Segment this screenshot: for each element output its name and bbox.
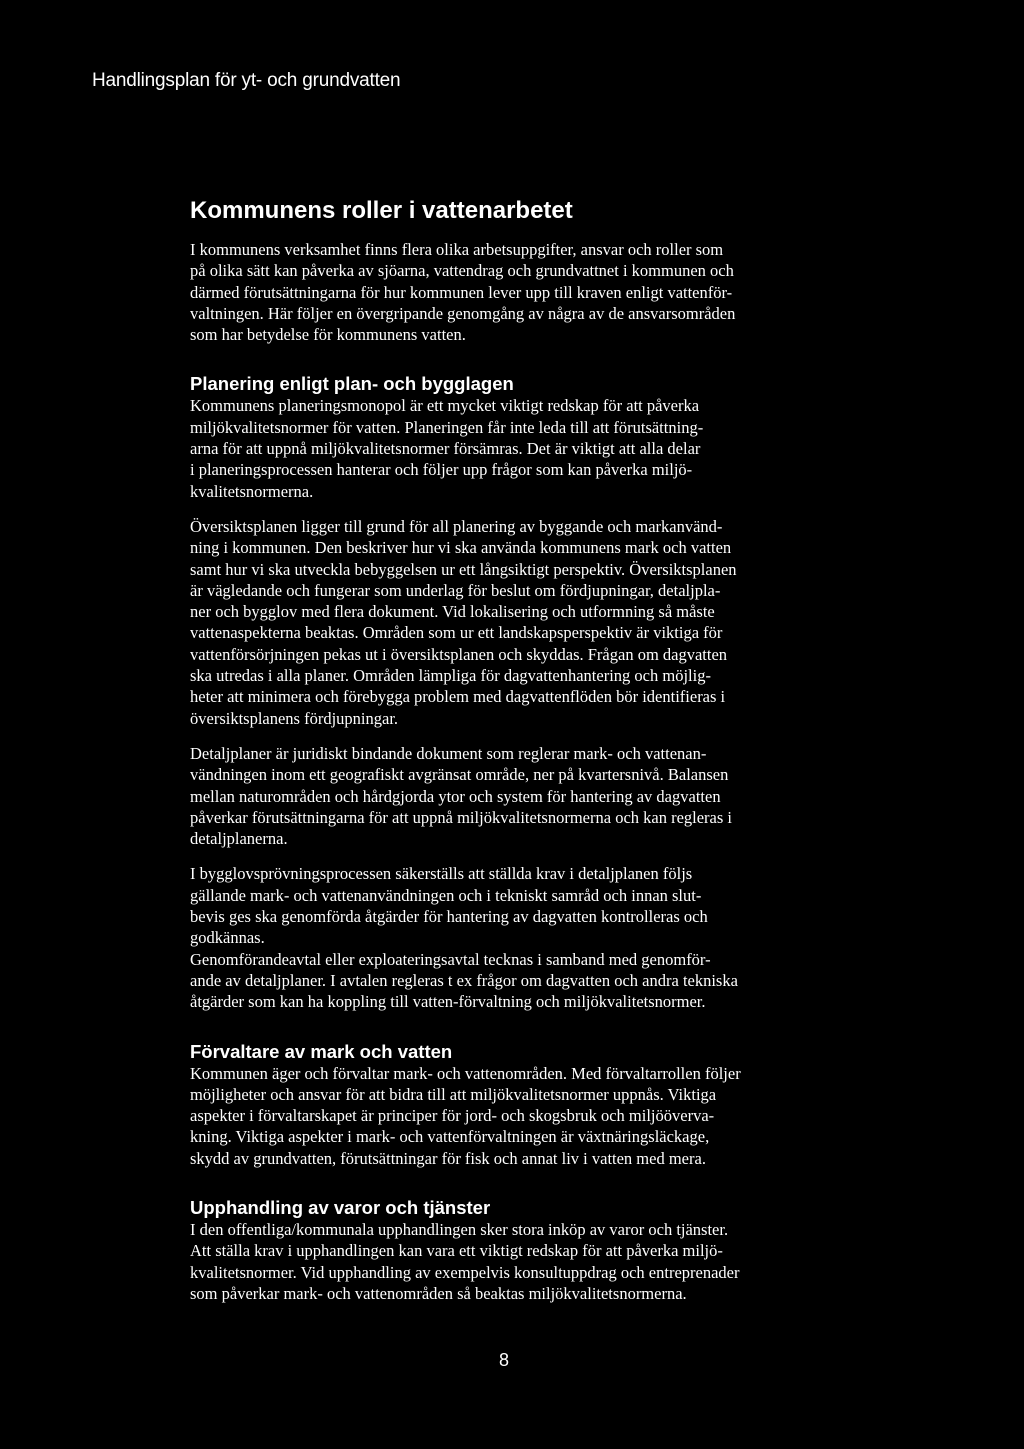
section-heading: Planering enligt plan- och bygglagen	[190, 373, 514, 395]
section-paragraph	[190, 1219, 830, 1304]
page-content	[190, 196, 830, 1304]
text-line: ning i kommunen. Den beskriver hur vi ska använda kommunens mark och vatten	[190, 538, 732, 558]
text-line: Att ställa krav i upphandlingen kan vara ett viktigt redskap för att påverka miljö-	[190, 1241, 723, 1261]
text-line: miljökvalitetsnormer för vatten. Planeringen får inte leda till att förutsättning-	[190, 417, 704, 437]
text-line: arna för att uppnå miljökvalitetsnormer försämras. Det är viktigt att alla delar	[190, 439, 701, 459]
section-paragraph	[190, 949, 830, 1013]
text-line: samt hur vi ska utveckla bebyggelsen ur ett långsiktigt perspektiv. Översiktsplanen	[190, 559, 737, 579]
intro-paragraph	[190, 239, 830, 345]
text-line: på olika sätt kan påverka av sjöarna, vattendrag och grundvattnet i kommunen och	[190, 261, 734, 281]
text-line: kning. Viktiga aspekter i mark- och vattenförvaltningen är växtnäringsläckage,	[190, 1127, 710, 1147]
text-line: ner och bygglov med flera dokument. Vid lokalisering och utformning så måste	[190, 602, 715, 622]
text-line: aspekter i förvaltarskapet är principer för jord- och skogsbruk och miljööverva-	[190, 1106, 715, 1126]
text-line: I bygglovsprövningsprocessen säkerställs att ställda krav i detaljplanen följs	[190, 864, 693, 884]
text-line: kvalitetsnormer. Vid upphandling av exempelvis konsultuppdrag och entreprenader	[190, 1262, 740, 1282]
section	[190, 1197, 830, 1304]
running-header: Handlingsplan för yt- och grundvatten	[92, 70, 401, 91]
section-paragraph	[190, 395, 830, 501]
section-paragraph	[190, 863, 830, 948]
text-line: Översiktsplanen ligger till grund för all planering av byggande och markanvänd-	[190, 516, 723, 536]
section	[190, 373, 830, 1012]
sections-container	[190, 373, 830, 1304]
text-line: godkännas.	[190, 928, 265, 948]
text-line: ska utredas i alla planer. Områden lämpliga för dagvattenhantering och möjlig-	[190, 666, 711, 686]
text-line: bevis ges ska genomförda åtgärder för hantering av dagvatten kontrolleras och	[190, 907, 708, 927]
text-line: Kommunens planeringsmonopol är ett mycket viktigt redskap för att påverka	[190, 396, 700, 416]
text-line: påverkar förutsättningarna för att uppnå miljökvalitetsnormerna och kan regleras i	[190, 807, 733, 827]
text-line: möjligheter och ansvar för att bidra till att miljökvalitetsnormer uppnås. Viktiga	[190, 1084, 717, 1104]
text-line: därmed förutsättningarna för hur kommunen lever upp till kraven enligt vattenför-	[190, 282, 733, 302]
section-heading: Upphandling av varor och tjänster	[190, 1196, 491, 1218]
text-line: översiktsplanens fördjupningar.	[190, 708, 399, 728]
text-line: gällande mark- och vattenanvändningen och i tekniskt samråd och innan slut-	[190, 885, 702, 905]
text-line: vattenaspekterna beaktas. Områden som ur ett landskapsperspektiv är viktiga för	[190, 623, 723, 643]
text-line: som påverkar mark- och vattenområden så beaktas miljökvalitetsnormerna.	[190, 1283, 687, 1303]
text-line: i planeringsprocessen hanterar och följer upp frågor som kan påverka miljö-	[190, 460, 693, 480]
text-line: I den offentliga/kommunala upphandlingen sker stora inköp av varor och tjänster.	[190, 1219, 729, 1239]
text-line: ande av detaljplaner. I avtalen regleras t ex frågor om dagvatten och andra tekniska	[190, 970, 738, 990]
text-line: Genomförandeavtal eller exploateringsavtal tecknas i samband med genomför-	[190, 949, 711, 969]
text-line: som har betydelse för kommunens vatten.	[190, 325, 466, 345]
section-paragraph	[190, 1063, 830, 1169]
text-line: Kommunen äger och förvaltar mark- och vattenområden. Med förvaltarrollen följer	[190, 1063, 741, 1083]
text-line: vändningen inom ett geografiskt avgränsat område, ner på kvartersnivå. Balansen	[190, 765, 729, 785]
page-number: 8	[499, 1350, 510, 1370]
page-title: Kommunens roller i vattenarbetet	[190, 197, 573, 224]
text-line: valtningen. Här följer en övergripande genomgång av några av de ansvarsområden	[190, 303, 736, 323]
text-line: I kommunens verksamhet finns flera olika arbetsuppgifter, ansvar och roller som	[190, 240, 724, 259]
text-line: vattenförsörjningen pekas ut i översiktsplanen och skyddas. Frågan om dagvatten	[190, 644, 728, 664]
text-line: skydd av grundvatten, förutsättningar för fisk och annat liv i vatten med mera.	[190, 1148, 706, 1168]
section	[190, 1041, 830, 1169]
text-line: åtgärder som kan ha koppling till vatten-förvaltning och miljökvalitetsnormer.	[190, 992, 706, 1012]
section-paragraph	[190, 743, 830, 849]
text-line: kvalitetsnormerna.	[190, 481, 314, 501]
text-line: mellan naturområden och hårdgjorda ytor och system för hantering av dagvatten	[190, 786, 721, 806]
text-line: är vägledande och fungerar som underlag för beslut om fördjupningar, detaljpla-	[190, 580, 721, 600]
section-heading: Förvaltare av mark och vatten	[190, 1040, 453, 1062]
text-line: detaljplanerna.	[190, 829, 288, 849]
text-line: Detaljplaner är juridiskt bindande dokument som reglerar mark- och vattenan-	[190, 743, 707, 763]
section-paragraph	[190, 516, 830, 729]
text-line: heter att minimera och förebygga problem med dagvattenflöden bör identifieras i	[190, 687, 726, 707]
